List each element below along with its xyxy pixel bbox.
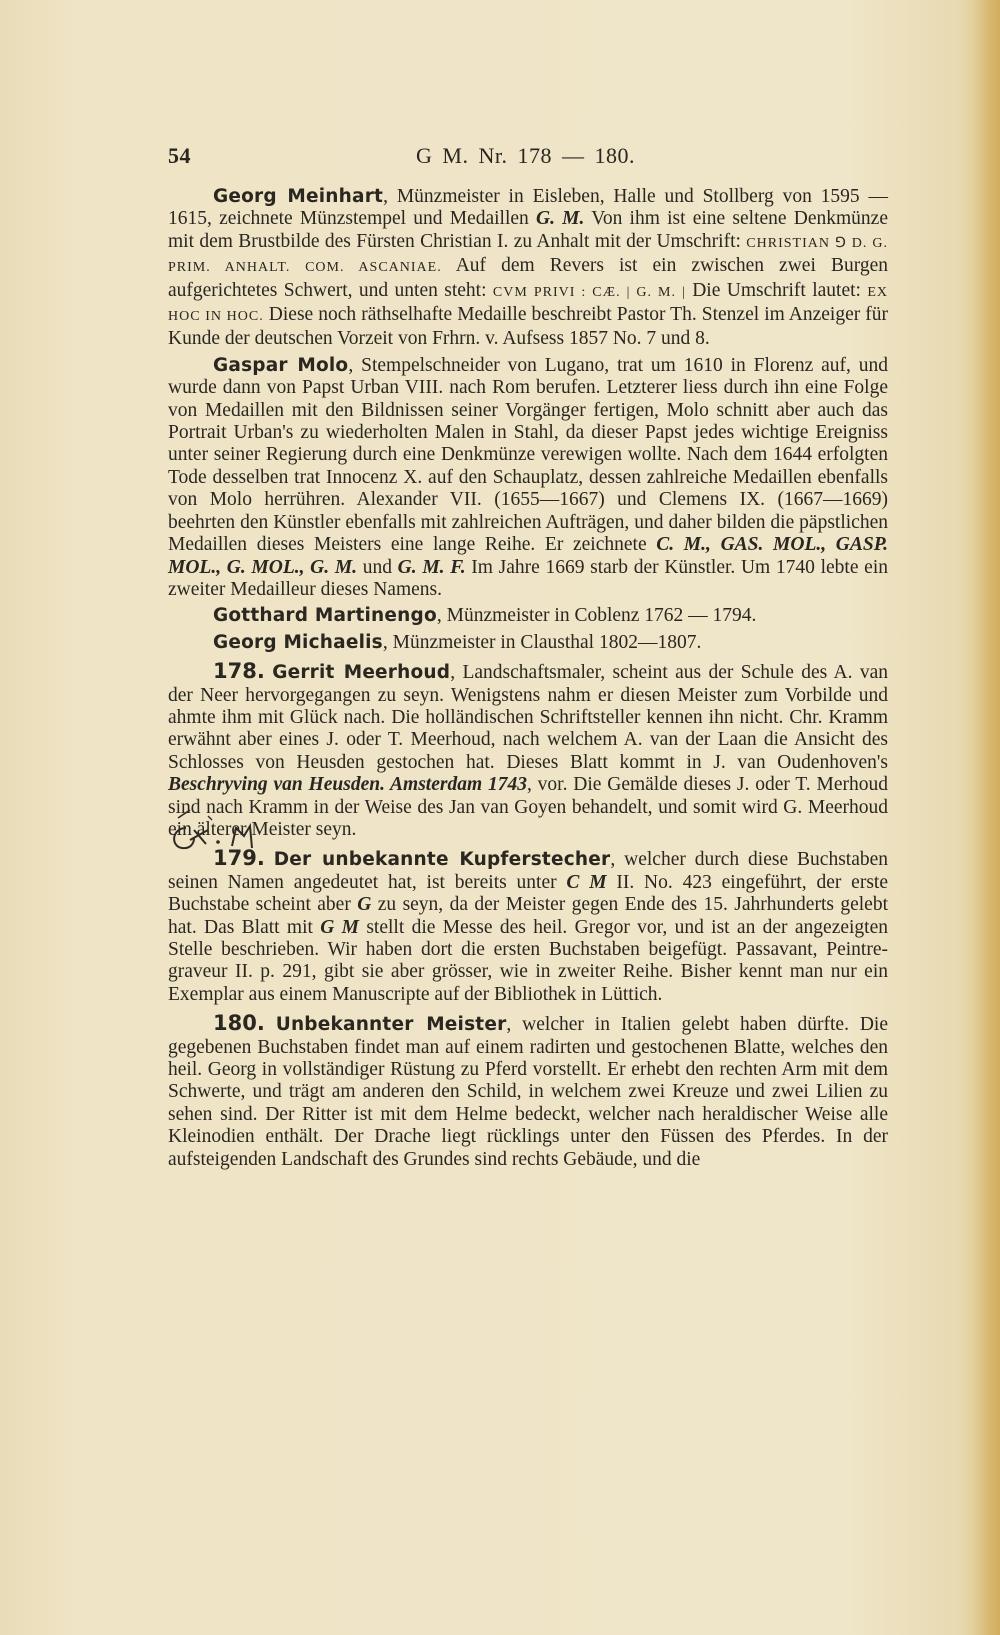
entry-number: 180. bbox=[213, 1011, 265, 1036]
page-edge-stain bbox=[974, 0, 1000, 1635]
entry-georg-meinhart: Georg Meinhart, Münzmeister in Eisleben, Halle und Stollberg von 1595 — 1615, zeichnete Münzstempel und Medaillen G. M. Von ihm ist eine seltene Denkmünze mit dem Brustbilde des Fürsten Christian I. zu Anhalt mit der Umschrift: CHRISTIAN ⅁ D. G. PRIM. ANHALT. COM. ASCANIAE. Auf dem Revers ist ein zwischen zwei Burgen aufgerichtetes Schwert, und unten steht: CVM PRIVI : CÆ. | G. M. | Die Umschrift lautet: EX HOC IN HOC. Diese noch räthselhafte Medaille beschreibt Pastor Th. Stenzel im Anzeiger für Kunde der deutschen Vorzeit von Frhrn. v. Aufsess 1857 No. 7 und 8. bbox=[168, 186, 889, 350]
entry-name: Gerrit Meerhoud bbox=[272, 662, 451, 684]
entry-180: 180. Unbekannter Meister, welcher in Italien gelebt haben dürfte. Die gegebenen Buchstaben findet man auf einem radirten und gestochenen Blatte, welches den heil. Georg in vollständiger Rüstung zu Pferd vorstellt. Er erhebt den rechten Arm mit dem Schwerte, und trägt am anderen den Schild, in welchem zwei Kreuze und zwei Lilien zu sehen sind. Der Ritter ist mit dem Helme bedeckt, welcher nach heraldischer Weise alle Kleinodien enthält. Der Drache liegt rücklings unter den Füssen des Pferdes. In der aufsteigenden Landschaft des Grundes sind rechts Gebäude, und die bbox=[168, 1011, 888, 1170]
monogram-178-drawing bbox=[168, 806, 288, 856]
entry-name: Unbekannter Meister bbox=[275, 1014, 507, 1036]
entry-name: Georg Michaelis bbox=[213, 631, 383, 653]
running-header bbox=[168, 143, 888, 177]
monogram-178-figure bbox=[168, 806, 288, 856]
entry-name: Gotthard Martinengo bbox=[213, 605, 437, 627]
entry-178: 178. Gerrit Meerhoud, Landschaftsmaler, scheint aus der Schule des A. van der Neer hervorgegangen zu seyn. Wenigstens nahm er diesen Meister zum Vorbilde und ahmte ihm mit Glück nach. Die holländischen Schriftsteller kennen ihn nicht. Chr. Kramm erwähnt aber eines J. oder T. Meerhoud, nach welchem A. van der Laan die Ansicht des Schlosses von Heusden gestochen hat. Dieses Blatt kommt in J. van Oudenhoven's Beschryving van Heusden. Amsterdam 1743, vor. Die Gemälde dieses J. oder T. Merhoud sind nach Kramm in der Weise des Jan van Goyen behandelt, und somit wird G. Meerhoud ein älterer Meister seyn. bbox=[168, 659, 888, 840]
entry-179: 179. Der unbekannte Kupferstecher, welcher durch diese Buchstaben seinen Namen angedeutet hat, ist bereits unter C M II. No. 423 eingeführt, der erste Buchstabe scheint aber G zu seyn, da der Meister gegen Ende des 15. Jahrhunderts gelebt hat. Das Blatt mit G M stellt die Messe des heil. Gregor vor, und ist an der angezeigten Stelle beschrieben. Wir haben dort die ersten Buchstaben beigefügt. Passavant, Peintre-graveur II. p. 291, gibt sie aber grösser, wie in zweiter Reihe. Bisher kennt man nur ein Exemplar aus einem Manuscripte auf der Bibliothek in Lüttich. bbox=[168, 846, 889, 1005]
inscription: CHRISTIAN ⅁ D. G. PRIM. ANHALT. COM. ASCANIAE. bbox=[168, 235, 888, 276]
entry-name: Gaspar Molo bbox=[213, 354, 349, 376]
entry-name: Georg Meinhart bbox=[213, 186, 384, 207]
entry-gotthard-martinengo: Gotthard Martinengo, Münzmeister in Coblenz 1762 — 1794. bbox=[213, 605, 757, 627]
inscription: CVM PRIVI : CÆ. | G. M. | bbox=[492, 284, 686, 300]
entry-georg-michaelis: Georg Michaelis, Münzmeister in Clausthal 1802—1807. bbox=[213, 631, 702, 653]
running-head: G M. Nr. 178 — 180. bbox=[416, 143, 635, 168]
page-number: 54 bbox=[168, 143, 191, 168]
entry-number: 179. bbox=[213, 846, 265, 871]
entry-gaspar-molo: Gaspar Molo, Stempelschneider von Lugano, trat um 1610 in Florenz auf, und wurde dann von Papst Urban VIII. nach Rom berufen. Letzterer liess durch ihn eine Folge von Medaillen mit den Bildnissen seiner Vorgänger fertigen, Molo schnitt aber auch das Portrait Urban's zu wiederholten Malen in Stahl, da dieser Papst jedes wichtige Ereigniss unter seiner Regierung durch eine Denkmünze verewigen wollte. Nach dem 1644 erfolgten Tode desselben trat Innocenz X. auf den Schauplatz, dessen zahlreiche Medaillen ebenfalls von Molo herrühren. Alexander VII. (1655—1667) und Clemens IX. (1667—1669) beehrten den Künstler ebenfalls mit zahlreichen Aufträgen, und daher bilden die päpstlichen Medaillen dieses Meisters eine lange Reihe. Er zeichnete C. M., GAS. MOL., GASP. MOL., G. MOL., G. M. und G. M. F. Im Jahre 1669 starb der Künstler. Um 1740 lebte ein zweiter Medailleur dieses Namens. bbox=[168, 354, 889, 600]
inscription: EX HOC IN HOC. bbox=[168, 284, 888, 325]
entry-name: Der unbekannte Kupferstecher bbox=[273, 849, 611, 871]
entry-number: 178. bbox=[213, 659, 265, 684]
page-text bbox=[168, 186, 888, 1171]
